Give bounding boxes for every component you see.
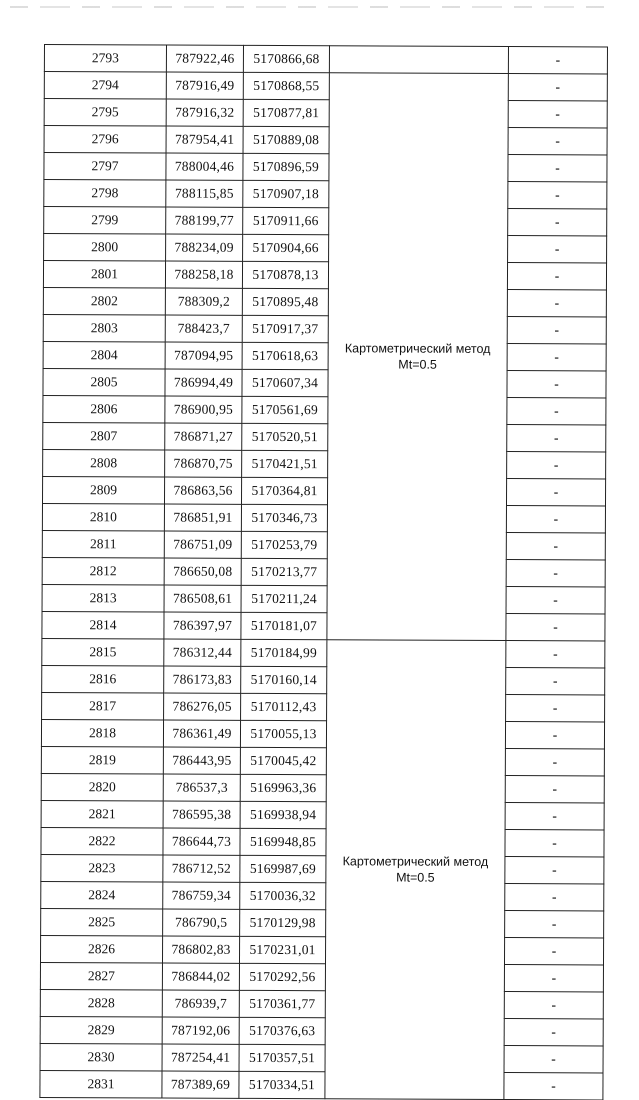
- point-number-cell: 2793: [44, 45, 166, 73]
- x-coordinate-cell: 786644,73: [163, 828, 240, 855]
- dash-mark-cell: -: [507, 263, 606, 290]
- point-number-cell: 2799: [44, 207, 166, 235]
- point-number-cell: 2822: [41, 827, 163, 855]
- y-coordinate-cell: 5170292,56: [239, 963, 325, 990]
- x-coordinate-cell: 786870,75: [165, 450, 242, 477]
- table-row: [41, 827, 604, 856]
- method-cell-empty: [329, 46, 508, 74]
- point-number-cell: 2808: [43, 449, 165, 477]
- y-coordinate-cell: 5170129,98: [240, 909, 326, 936]
- dash-mark-cell: -: [504, 1073, 603, 1100]
- y-coordinate-cell: 5170213,77: [241, 558, 327, 585]
- x-coordinate-cell: 786276,05: [164, 693, 241, 720]
- dash-mark-cell: -: [507, 290, 606, 317]
- y-coordinate-cell: 5170607,34: [242, 369, 328, 396]
- table-row: [42, 611, 605, 640]
- table-row: [44, 207, 607, 236]
- table-row: [42, 530, 605, 559]
- y-coordinate-cell: 5170357,51: [239, 1044, 325, 1071]
- dash-mark-cell: -: [505, 911, 604, 938]
- table-row: [41, 800, 604, 829]
- dash-mark-cell: -: [508, 182, 607, 209]
- x-coordinate-cell: 787916,49: [166, 72, 243, 99]
- point-number-cell: 2803: [43, 314, 165, 342]
- dash-mark-cell: -: [507, 344, 606, 371]
- dash-mark-cell: -: [508, 128, 607, 155]
- point-number-cell: 2800: [44, 234, 166, 262]
- y-coordinate-cell: 5170253,79: [241, 531, 327, 558]
- table-row: [40, 935, 603, 964]
- dash-mark-cell: -: [506, 641, 605, 668]
- dash-mark-cell: -: [506, 533, 605, 560]
- dash-mark-cell: -: [508, 47, 607, 74]
- y-coordinate-cell: 5170160,14: [241, 666, 327, 693]
- point-number-cell: 2809: [42, 476, 164, 504]
- x-coordinate-cell: 786712,52: [163, 855, 240, 882]
- coordinates-table-body: [40, 45, 608, 1100]
- point-number-cell: 2814: [42, 611, 164, 639]
- point-number-cell: 2815: [42, 638, 164, 666]
- x-coordinate-cell: 786595,38: [163, 801, 240, 828]
- table-row: [42, 476, 605, 505]
- dash-mark-cell: -: [507, 371, 606, 398]
- coordinates-table: [39, 44, 608, 1100]
- table-row: [41, 719, 604, 748]
- y-coordinate-cell: 5170184,99: [241, 639, 327, 666]
- dash-mark-cell: -: [505, 830, 604, 857]
- y-coordinate-cell: 5170334,51: [239, 1071, 325, 1098]
- point-number-cell: 2823: [41, 854, 163, 882]
- x-coordinate-cell: 787916,32: [166, 99, 243, 126]
- y-coordinate-cell: 5170911,66: [243, 207, 329, 234]
- dash-mark-cell: -: [506, 506, 605, 533]
- x-coordinate-cell: 787192,06: [162, 1017, 239, 1044]
- x-coordinate-cell: 787094,95: [165, 342, 242, 369]
- point-number-cell: 2794: [44, 72, 166, 100]
- dash-mark-cell: -: [508, 101, 607, 128]
- point-number-cell: 2806: [43, 395, 165, 423]
- table-row: [44, 72, 607, 101]
- x-coordinate-cell: 786863,56: [164, 477, 241, 504]
- table-row: [41, 908, 604, 937]
- x-coordinate-cell: 788309,2: [165, 288, 242, 315]
- table-row: [40, 962, 603, 991]
- y-coordinate-cell: 5170889,08: [243, 126, 329, 153]
- x-coordinate-cell: 786537,3: [163, 774, 240, 801]
- x-coordinate-cell: 786939,7: [162, 990, 239, 1017]
- dash-mark-cell: -: [507, 452, 606, 479]
- x-coordinate-cell: 786900,95: [165, 396, 242, 423]
- dash-mark-cell: -: [508, 236, 607, 263]
- dash-mark-cell: -: [508, 155, 607, 182]
- point-number-cell: 2816: [42, 665, 164, 693]
- dash-mark-cell: -: [504, 938, 603, 965]
- y-coordinate-cell: 5170045,42: [240, 747, 326, 774]
- table-row: [44, 126, 607, 155]
- y-coordinate-cell: 5170907,18: [243, 180, 329, 207]
- table-row: [43, 341, 606, 370]
- y-coordinate-cell: 5170211,24: [241, 585, 327, 612]
- table-row: [42, 665, 605, 694]
- y-coordinate-cell: 5169963,36: [240, 774, 326, 801]
- point-number-cell: 2797: [44, 153, 166, 181]
- x-coordinate-cell: 786650,08: [164, 558, 241, 585]
- y-coordinate-cell: 5170421,51: [242, 450, 328, 477]
- table-row: [43, 261, 606, 290]
- x-coordinate-cell: 787954,41: [166, 126, 243, 153]
- dash-mark-cell: -: [504, 965, 603, 992]
- point-number-cell: 2830: [40, 1043, 162, 1071]
- y-coordinate-cell: 5170112,43: [241, 693, 327, 720]
- y-coordinate-cell: 5169987,69: [240, 855, 326, 882]
- table-row: [42, 692, 605, 721]
- method-name: Картометрический метод: [344, 341, 491, 356]
- table-row: [42, 503, 605, 532]
- dash-mark-cell: -: [504, 1046, 603, 1073]
- x-coordinate-cell: 787389,69: [162, 1071, 239, 1098]
- y-coordinate-cell: 5169948,85: [240, 828, 326, 855]
- x-coordinate-cell: 786871,27: [165, 423, 242, 450]
- point-number-cell: 2828: [40, 989, 162, 1017]
- method-accuracy: Mt=0.5: [398, 357, 437, 372]
- x-coordinate-cell: 787922,46: [166, 45, 243, 72]
- table-row: [40, 989, 603, 1018]
- table-row: [41, 773, 604, 802]
- table-row: [44, 99, 607, 128]
- scan-artifact-line: [10, 6, 610, 8]
- point-number-cell: 2820: [41, 773, 163, 801]
- point-number-cell: 2798: [44, 180, 166, 208]
- x-coordinate-cell: 786508,61: [164, 585, 241, 612]
- y-coordinate-cell: 5170520,51: [242, 423, 328, 450]
- table-row: [44, 180, 607, 209]
- y-coordinate-cell: 5170877,81: [243, 99, 329, 126]
- dash-mark-cell: -: [508, 74, 607, 101]
- table-row: [40, 1016, 603, 1045]
- y-coordinate-cell: 5170866,68: [243, 45, 329, 72]
- dash-mark-cell: -: [508, 209, 607, 236]
- point-number-cell: 2819: [41, 746, 163, 774]
- dash-mark-cell: -: [504, 992, 603, 1019]
- table-row: [40, 1070, 603, 1099]
- y-coordinate-cell: 5170904,66: [243, 234, 329, 261]
- table-row: [41, 854, 604, 883]
- x-coordinate-cell: 788423,7: [165, 315, 242, 342]
- x-coordinate-cell: 787254,41: [162, 1044, 239, 1071]
- dash-mark-cell: -: [506, 695, 605, 722]
- dash-mark-cell: -: [505, 884, 604, 911]
- x-coordinate-cell: 786173,83: [164, 666, 241, 693]
- point-number-cell: 2805: [43, 368, 165, 396]
- table-row: [43, 314, 606, 343]
- y-coordinate-cell: 5170868,55: [243, 72, 329, 99]
- point-number-cell: 2813: [42, 584, 164, 612]
- y-coordinate-cell: 5170618,63: [242, 342, 328, 369]
- table-row: [42, 557, 605, 586]
- point-number-cell: 2817: [42, 692, 164, 720]
- x-coordinate-cell: 786994,49: [165, 369, 242, 396]
- x-coordinate-cell: 788115,85: [166, 180, 243, 207]
- table-row: [41, 881, 604, 910]
- method-cell: [327, 73, 508, 641]
- point-number-cell: 2821: [41, 800, 163, 828]
- point-number-cell: 2810: [42, 503, 164, 531]
- point-number-cell: 2825: [41, 908, 163, 936]
- table-row: [43, 368, 606, 397]
- point-number-cell: 2827: [40, 962, 162, 990]
- table-row: [40, 1043, 603, 1072]
- y-coordinate-cell: 5170055,13: [240, 720, 326, 747]
- dash-mark-cell: -: [505, 722, 604, 749]
- x-coordinate-cell: 788004,46: [166, 153, 243, 180]
- y-coordinate-cell: 5170917,37: [242, 315, 328, 342]
- point-number-cell: 2824: [41, 881, 163, 909]
- dash-mark-cell: -: [505, 776, 604, 803]
- y-coordinate-cell: 5169938,94: [240, 801, 326, 828]
- point-number-cell: 2802: [43, 287, 165, 315]
- y-coordinate-cell: 5170036,32: [240, 882, 326, 909]
- table-row: [43, 287, 606, 316]
- point-number-cell: 2812: [42, 557, 164, 585]
- table-row: [43, 395, 606, 424]
- table-row: [43, 422, 606, 451]
- x-coordinate-cell: 786751,09: [164, 531, 241, 558]
- dash-mark-cell: -: [504, 1019, 603, 1046]
- x-coordinate-cell: 786443,95: [163, 747, 240, 774]
- method-cell: [325, 640, 506, 1100]
- point-number-cell: 2818: [41, 719, 163, 747]
- dash-mark-cell: -: [506, 614, 605, 641]
- point-number-cell: 2811: [42, 530, 164, 558]
- point-number-cell: 2831: [40, 1070, 162, 1098]
- point-number-cell: 2829: [40, 1016, 162, 1044]
- table-row: [43, 449, 606, 478]
- table-row: [44, 153, 607, 182]
- x-coordinate-cell: 786802,83: [162, 936, 239, 963]
- table-row: [42, 638, 605, 667]
- dash-mark-cell: -: [507, 425, 606, 452]
- y-coordinate-cell: 5170896,59: [243, 153, 329, 180]
- x-coordinate-cell: 786851,91: [164, 504, 241, 531]
- table-row: [44, 234, 607, 263]
- dash-mark-cell: -: [506, 560, 605, 587]
- point-number-cell: 2796: [44, 126, 166, 154]
- point-number-cell: 2807: [43, 422, 165, 450]
- y-coordinate-cell: 5170346,73: [241, 504, 327, 531]
- x-coordinate-cell: 786759,34: [163, 882, 240, 909]
- dash-mark-cell: -: [505, 857, 604, 884]
- dash-mark-cell: -: [506, 479, 605, 506]
- table-row: [41, 746, 604, 775]
- y-coordinate-cell: 5170376,63: [239, 1017, 325, 1044]
- dash-mark-cell: -: [507, 398, 606, 425]
- dash-mark-cell: -: [506, 587, 605, 614]
- y-coordinate-cell: 5170364,81: [241, 477, 327, 504]
- dash-mark-cell: -: [507, 317, 606, 344]
- dash-mark-cell: -: [505, 749, 604, 776]
- x-coordinate-cell: 786790,5: [163, 909, 240, 936]
- y-coordinate-cell: 5170561,69: [242, 396, 328, 423]
- y-coordinate-cell: 5170231,01: [239, 936, 325, 963]
- x-coordinate-cell: 786361,49: [163, 720, 240, 747]
- x-coordinate-cell: 788199,77: [166, 207, 243, 234]
- y-coordinate-cell: 5170361,77: [239, 990, 325, 1017]
- method-name: Картометрический метод: [342, 854, 489, 869]
- dash-mark-cell: -: [505, 803, 604, 830]
- x-coordinate-cell: 786312,44: [164, 639, 241, 666]
- dash-mark-cell: -: [506, 668, 605, 695]
- y-coordinate-cell: 5170181,07: [241, 612, 327, 639]
- point-number-cell: 2804: [43, 341, 165, 369]
- point-number-cell: 2795: [44, 99, 166, 127]
- x-coordinate-cell: 788234,09: [166, 234, 243, 261]
- point-number-cell: 2826: [40, 935, 162, 963]
- y-coordinate-cell: 5170878,13: [242, 261, 328, 288]
- method-accuracy: Mt=0.5: [396, 870, 435, 885]
- y-coordinate-cell: 5170895,48: [242, 288, 328, 315]
- x-coordinate-cell: 786397,97: [164, 612, 241, 639]
- x-coordinate-cell: 786844,02: [162, 963, 239, 990]
- table-row: [42, 584, 605, 613]
- table-row: [44, 45, 607, 74]
- point-number-cell: 2801: [43, 261, 165, 289]
- x-coordinate-cell: 788258,18: [165, 261, 242, 288]
